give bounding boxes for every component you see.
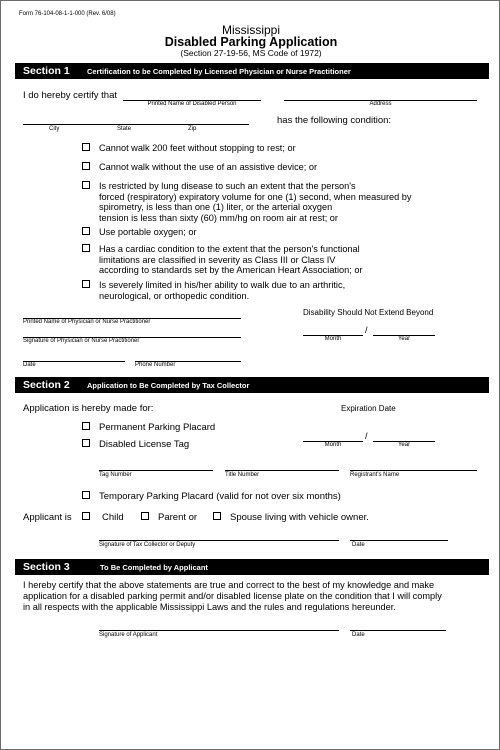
- disabled-tag-label: Disabled License Tag: [99, 439, 190, 450]
- expiration-slash: /: [365, 431, 368, 441]
- tag-number-field[interactable]: [99, 470, 213, 471]
- section3-subtitle: To Be Completed by Applicant: [100, 563, 208, 572]
- temporary-placard-checkbox[interactable]: [82, 491, 90, 499]
- city-label: City: [49, 126, 60, 132]
- header-state: Mississippi: [221, 23, 280, 37]
- condition-checkbox-lung-disease[interactable]: [82, 181, 90, 189]
- page-title: Disabled Parking Application: [164, 35, 338, 49]
- child-label: Child: [102, 512, 124, 523]
- section1-header: [15, 63, 489, 79]
- section3-header: [15, 559, 489, 575]
- temporary-placard-label: Temporary Parking Placard (valid for not over six months): [99, 491, 341, 502]
- section1-subtitle: Certification to be Completed by Licensed Physician or Nurse Practitioner: [87, 67, 351, 76]
- expiration-month-label: Month: [324, 442, 342, 448]
- title-number-field[interactable]: [225, 470, 339, 471]
- permanent-placard-label: Permanent Parking Placard: [99, 422, 216, 433]
- applicant-is-label: Applicant is: [23, 512, 72, 523]
- registrant-name-field[interactable]: [350, 470, 477, 471]
- expiration-year-label: Year: [397, 442, 411, 448]
- form-number: Form 76-104-08-1-1-000 (Rev. 6/08): [19, 11, 116, 17]
- spouse-label: Spouse living with vehicle owner.: [230, 512, 369, 523]
- tax-collector-date-label: Date: [352, 542, 365, 548]
- physician-name-label: Printed Name of Physician or Nurse Practitioner: [23, 319, 151, 325]
- condition-checkbox-arthritic[interactable]: [82, 280, 90, 288]
- section3-label: Section 3: [23, 561, 70, 573]
- certify-text: I do hereby certify that: [23, 90, 117, 101]
- applicant-signature-label: Signature of Applicant: [99, 632, 158, 638]
- registrant-name-label: Registrant's Name: [350, 472, 400, 478]
- condition-text-walk-200: Cannot walk 200 feet without stopping to rest; or: [99, 143, 296, 153]
- state-label: State: [117, 126, 132, 132]
- application-text: Application is hereby made for:: [23, 403, 154, 414]
- condition-text-lung-disease: Is restricted by lung disease to such an extent that the person's forced (respiratory) expiratory volume for one (1) second, when measured by spirometry, is less than one (1) liter, or the arterial oxygen tension is less than sixty (60) mm/hg on room air at rest; or: [99, 181, 412, 223]
- disabled-tag-checkbox[interactable]: [82, 439, 90, 447]
- disability-month-label: Month: [324, 336, 342, 342]
- section1-label: Section 1: [23, 65, 70, 77]
- header-code: (Section 27-19-56, MS Code of 1972): [180, 48, 322, 58]
- city-state-zip-field[interactable]: [23, 124, 249, 125]
- printed-name-label: Printed Name of Disabled Person: [147, 101, 237, 107]
- spouse-checkbox[interactable]: [213, 512, 221, 520]
- condition-checkbox-cardiac[interactable]: [82, 244, 90, 252]
- physician-signature-label: Signature of Physician or Nurse Practitioner: [23, 338, 140, 344]
- condition-text-assistive-device: Cannot walk without the use of an assistive device; or: [99, 162, 318, 172]
- condition-text-arthritic: Is severely limited in his/her ability to walk due to an arthritic, neurological, or orthopedic condition.: [99, 280, 346, 301]
- applicant-statement: I hereby certify that the above statements are true and correct to the best of my knowledge and make application for a disabled parking permit and/or disabled license plate on the condition that I will comply in all respects with the applicable Mississippi Laws and the rules and regulations hereunder.: [23, 580, 442, 612]
- condition-checkbox-portable-oxygen[interactable]: [82, 227, 90, 235]
- condition-checkbox-walk-200[interactable]: [82, 143, 90, 151]
- condition-text: has the following condition:: [277, 115, 392, 126]
- section2-label: Section 2: [23, 379, 70, 391]
- applicant-date-label: Date: [352, 632, 365, 638]
- tax-collector-signature-field[interactable]: [99, 540, 339, 541]
- condition-text-portable-oxygen: Use portable oxygen; or: [99, 227, 197, 237]
- applicant-date-field[interactable]: [350, 630, 446, 631]
- physician-date-field[interactable]: [23, 361, 125, 362]
- permanent-placard-checkbox[interactable]: [82, 422, 90, 430]
- condition-text-cardiac: Has a cardiac condition to the extent that the person's functional limitations are classified in severity as Class III or Class IV according to standards set by the American Heart Association; or: [99, 244, 363, 275]
- title-number-label: Title Number: [225, 472, 260, 478]
- zip-label: Zip: [188, 126, 197, 132]
- section2-header: [15, 377, 489, 393]
- section2-subtitle: Application to Be Completed by Tax Collector: [87, 381, 250, 390]
- disability-year-label: Year: [397, 336, 411, 342]
- tag-number-label: Tag Number: [99, 472, 132, 478]
- disability-label: Disability Should Not Extend Beyond: [303, 308, 434, 317]
- child-checkbox[interactable]: [82, 512, 90, 520]
- parent-label: Parent or: [158, 512, 198, 523]
- address-label: Address: [369, 101, 392, 107]
- phone-number-label: Phone Number: [135, 362, 176, 368]
- disability-slash: /: [365, 325, 368, 335]
- physician-date-label: Date: [23, 362, 36, 368]
- tax-collector-signature-label: Signature of Tax Collector or Deputy: [99, 542, 196, 548]
- expiration-label: Expiration Date: [341, 404, 396, 413]
- applicant-signature-field[interactable]: [99, 630, 339, 631]
- condition-checkbox-assistive-device[interactable]: [82, 162, 90, 170]
- parent-checkbox[interactable]: [141, 512, 149, 520]
- tax-collector-date-field[interactable]: [350, 540, 448, 541]
